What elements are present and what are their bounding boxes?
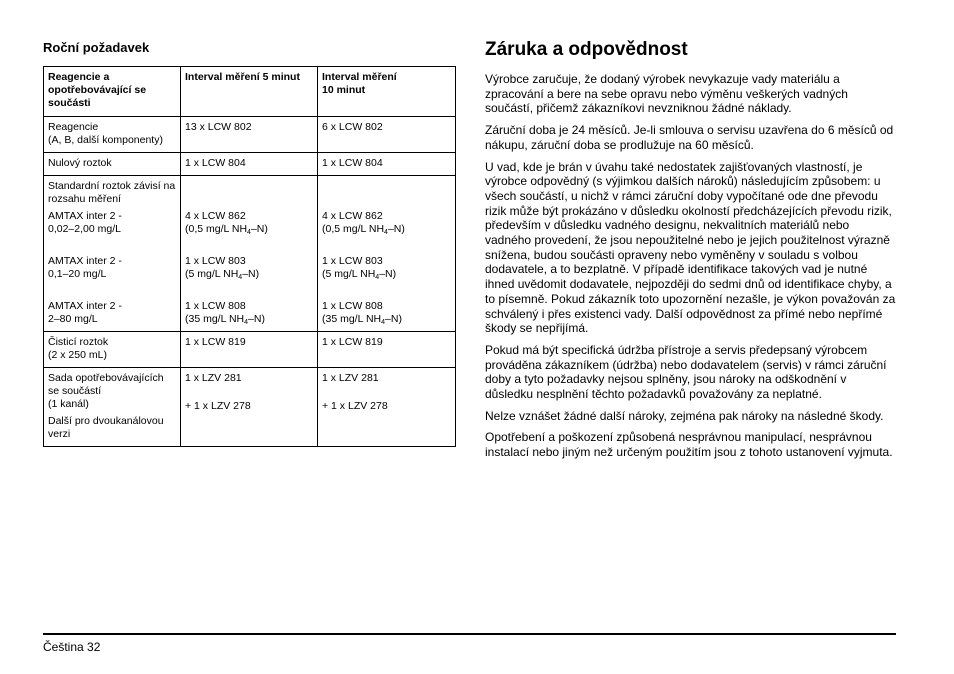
table-cell (318, 176, 456, 332)
cell-text: AMTAX inter 2 - (48, 210, 122, 222)
cell-text: 1 x LCW 803 (322, 255, 383, 267)
table-cell (44, 368, 181, 447)
table-cell (181, 368, 318, 447)
cell-text: (A, B, další komponenty) (48, 134, 163, 146)
header-reagents: Reagencie a opotřebovávající se součásti (44, 67, 181, 117)
table-row (44, 117, 456, 153)
paragraph: Záruční doba je 24 měsíců. Je-li smlouva o servisu uzavřena do 6 měsíců od nákupu, záruční doba se prodlužuje na 60 měsíců. (485, 123, 894, 152)
header-interval-10-text: Interval měření 10 minut (322, 71, 397, 96)
table-row (44, 368, 456, 447)
cell-text: AMTAX inter 2 - (48, 300, 122, 312)
table-row (44, 332, 456, 368)
table-cell: 13 x LCW 802 (181, 117, 318, 153)
cell-text: (0,5 mg/L $NH_4-N$) (185, 223, 268, 236)
footer-rule (43, 633, 896, 635)
warranty-heading: Záruka a odpovědnost (485, 39, 688, 60)
table-row (44, 153, 456, 176)
paragraph: Pokud má být specifická údržba přístroje a servis předepsaný výrobcem prováděna zákazníkem (údržba) nebo dodavatelem (servis) v rámci záruční doby a tyto požadavky nejsou splněny, jsou nároky na odškodnění v důsledku nesplnění těchto požadavků považovány za neplatné. (485, 342, 887, 402)
footer-page-number: 32 (87, 640, 101, 654)
table-row (44, 176, 456, 332)
cell-text: (5 mg/L $NH_4-N$) (185, 268, 260, 281)
cell-text: 2–80 mg/L (48, 313, 98, 325)
cell-text: (5 mg/L $NH_4-N$) (322, 268, 397, 281)
cell-text: (35 mg/L $NH_4-N$) (322, 313, 402, 326)
cell-text: 0,1–20 mg/L (48, 268, 107, 280)
table-cell (318, 368, 456, 447)
footer (43, 640, 100, 654)
header-interval-10 (318, 67, 456, 117)
cell-text: Další pro dvoukanálovou verzi (48, 415, 164, 440)
cell-text: (35 mg/L $NH_4-N$) (185, 313, 265, 326)
paragraph: Výrobce zaručuje, že dodaný výrobek nevykazuje vady materiálu a zpracování a bere na sebe opravu nebo výměnu veškerých vadných součástí, přičemž zákazníkovi nevzniknou žádné náklady. (485, 72, 848, 116)
table-cell (44, 176, 181, 332)
cell-text: AMTAX inter 2 - (48, 255, 122, 267)
cell-text: 1 x LCW 808 (322, 300, 383, 312)
cell-text: 0,02–2,00 mg/L (48, 223, 121, 235)
section-title: Roční požadavek (43, 40, 150, 55)
cell-text: Reagencie (48, 121, 99, 133)
table-header-row (44, 67, 456, 117)
table-cell: 6 x LCW 802 (318, 117, 456, 153)
table-cell: 1 x LCW 819 (318, 332, 456, 368)
paragraph: U vad, kde je brán v úvahu také nedostatek zajišťovaných vlastností, je výrobce odpovědný (s výjimkou dalších nároků) následujícím způsobem: u všech součástí, u nichž v rámci záruční doby vypočítané ode dne převodu rizik může být prokázáno v důsledku okolností předcházejících převodu rizik, především v důsledku vadného designu, nekvalitních materiálů nebo vadného provedení, že jsou nepoužitelné nebo je jejich použitelnost výrazně snížena, budou součásti opraveny nebo vyměněny v souladu s volbou dodavatele, a to bezplatně. V případě identifikace takových vad je nutné ihned uvědomit dodavatele, nejpozději do sedmi dnů od identifikace chyby, a to písemně. Pokud zákazník toto upozornění nezašle, je výkon považován za schválený i přes existenci vady. Další odpovědnost za přímé nebo nepřímé škody se nepřijímá. (485, 159, 896, 336)
cell-text: Sada opotřebovávajících se součástí (48, 372, 164, 397)
table-cell (181, 176, 318, 332)
table-cell: 1 x LCW 804 (181, 153, 318, 176)
footer-language: Čeština (43, 640, 84, 654)
cell-text: 1 x LCW 808 (185, 300, 246, 312)
requirements-table (43, 66, 456, 447)
header-interval-5: Interval měření 5 minut (181, 67, 318, 117)
table-cell (44, 332, 181, 368)
cell-text: 4 x LCW 862 (185, 210, 246, 222)
left-column (43, 40, 455, 447)
paragraph: Opotřebení a poškození způsobená nesprávnou manipulací, nesprávnou instalací nebo jiným než určeným použitím jsou z tohoto ustanovení vyjmuta. (485, 430, 893, 460)
cell-text: (1 kanál) (48, 398, 89, 410)
cell-text: + 1 x LZV 278 (322, 400, 388, 412)
cell-text: (2 x 250 mL) (48, 349, 107, 361)
cell-text: Čisticí roztok (48, 336, 109, 348)
cell-text: Standardní roztok závisí na rozsahu měření (48, 180, 176, 205)
table-cell: 1 x LCW 804 (318, 153, 456, 176)
table-cell: 1 x LCW 819 (181, 332, 318, 368)
cell-text: 4 x LCW 862 (322, 210, 383, 222)
table-cell (44, 117, 181, 153)
cell-text: 1 x LZV 281 (185, 372, 242, 384)
cell-text: + 1 x LZV 278 (185, 400, 251, 412)
paragraph: Nelze vznášet žádné další nároky, zejména pak nároky na následné škody. (485, 408, 884, 423)
right-column (485, 38, 897, 467)
cell-text: 1 x LCW 803 (185, 255, 246, 267)
table-cell: Nulový roztok (44, 153, 181, 176)
cell-text: 1 x LZV 281 (322, 372, 379, 384)
cell-text: (0,5 mg/L $NH_4-N$) (322, 223, 405, 236)
